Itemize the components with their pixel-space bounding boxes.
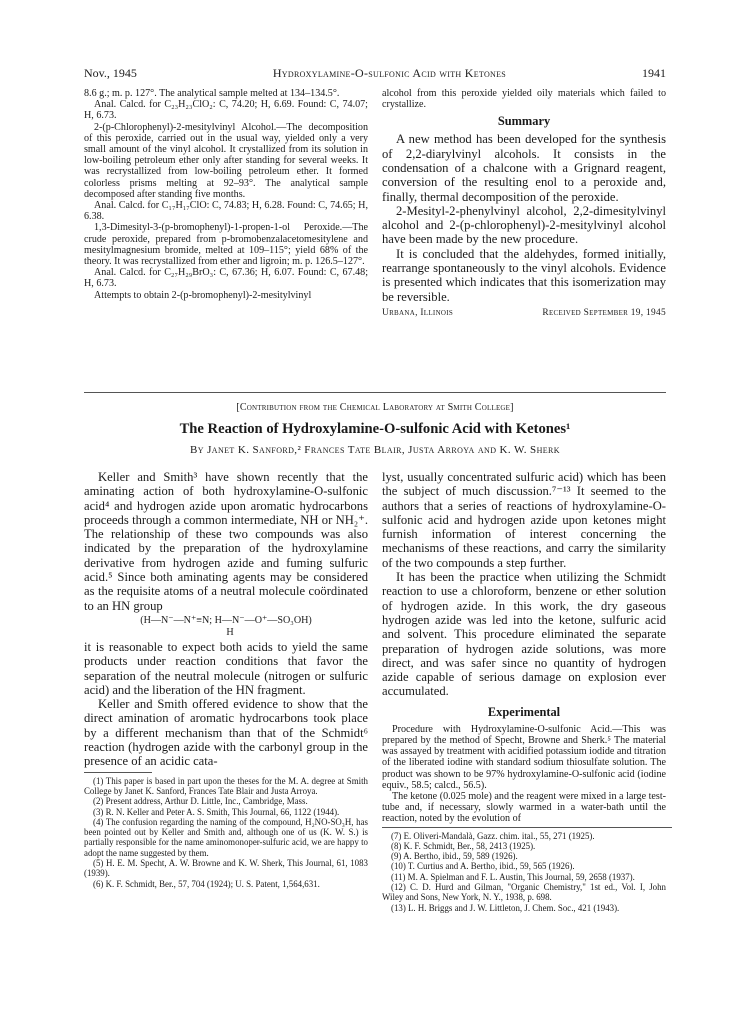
page-number: 1941 — [641, 66, 666, 80]
footnote: (13) L. H. Briggs and J. W. Littleton, J. Chem. Soc., 421 (1943). — [391, 902, 620, 913]
footnote: (1) This paper is based in part upon the theses for the M. A. degree at Smith College by Janet K. Sanford, Frances Tate Blair and Justa Arroya. — [84, 775, 368, 796]
footnote: (7) E. Oliveri-Mandalà, Gazz. chim. ital., 55, 271 (1925). — [391, 830, 595, 841]
footnote: (3) R. N. Keller and Peter A. S. Smith, This Journal, 66, 1122 (1944). — [93, 806, 340, 817]
footnote: (11) M. A. Spielman and F. L. Austin, This Journal, 59, 2658 (1937). — [391, 871, 635, 882]
header-date: Nov., 1945 — [84, 66, 137, 80]
running-header — [84, 66, 666, 81]
azide-formula: (H—N⁻—N⁺≡N; H—N⁻—O⁺—SO₃OH) — [140, 614, 312, 626]
article-separator — [84, 392, 666, 393]
body-left-column — [84, 470, 368, 889]
prev-analysis: Anal. Calcd. for C₂₃H₂₃ClO₂: C, 74.20; H, 6.69. Found: C, 74.07; H, 6.73. — [84, 99, 368, 122]
summary-paragraph: 2-Mesityl-2-phenylvinyl alcohol, 2,2-dimesitylvinyl alcohol and 2-(p-chlorophenyl)-2-mesitylvinyl alcohol have been made by the new procedure. — [382, 203, 666, 247]
footnote: (9) A. Bertho, ibid., 59, 589 (1926). — [391, 851, 518, 862]
contribution-line: [Contribution from the Chemical Laboratory at Smith College] — [236, 402, 514, 413]
prev-article-left-column — [84, 88, 368, 301]
header-title: Hydroxylamine-O-sulfonic Acid with Ketones — [272, 66, 507, 80]
authors-line: By Janet K. Sanford,² Frances Tate Blair, Justa Arroya and K. W. Sherk — [190, 444, 560, 456]
footnote: (4) The confusion regarding the naming of the compound, H₂NO-SO₃H, has been pointed out by Keller and Smith and, although one of us (K. W. S.) is partially responsible for the name aminomonoper-sulfuric acid, we are happy to adopt the name suggested by them. — [84, 816, 368, 858]
article-title: The Reaction of Hydroxylamine-O-sulfonic Acid with Ketones¹ — [179, 421, 571, 437]
received-line — [382, 308, 666, 318]
summary-heading: Summary — [497, 114, 551, 129]
prev-article-right-column — [382, 88, 666, 318]
footnote: (8) K. F. Schmidt, Ber., 58, 2413 (1925). — [391, 840, 536, 851]
footnote: (2) Present address, Arthur D. Little, Inc., Cambridge, Mass. — [93, 796, 308, 807]
prev-attempts: Attempts to obtain 2-(p-bromophenyl)-2-mesitylvinyl — [94, 289, 312, 301]
prev-peroxide-procedure: 1,3-Dimesityl-3-(p-bromophenyl)-1-propen-1-ol Peroxide.—The crude peroxide, prepared from p-bromobenzalacetomesitylene and mesitylmagnesium bromide, melted at 109–115°; yield 68% of the theory. It was recrystallized from ether and ligroin; m. p. 126.5–127°. — [84, 222, 368, 268]
body-paragraph: It has been the practice when utilizing the Schmidt reaction to use a chloroform, benzene or ether solution of hydrogen azide. In this work, the dry gaseous hydrogen azide was led into the ketone, sulfuric acid and solvent. This procedure eliminated the separate preparation of hydrogen azide solutions, was more direct, and was safer since no quantity of hydrogen azide capable of serious damage on explosion ever accumulated. — [382, 570, 666, 699]
body-paragraph: lyst, usually concentrated sulfuric acid) which has been the subject of much discussion.⁷⁻¹³ It seemed to the authors that a series of reactions of hydroxylamine-O-sulfonic acid and hydrogen azide upon ketones might furnish information of interest concerning the mechanisms of these reactions, and carry the similarity of the two compounds a step further. — [382, 470, 666, 570]
intro-paragraph: Keller and Smith³ have shown recently that the aminating action of both hydroxylamine-O-sulfonic acid⁴ and hydrogen azide upon aromatic hydrocarbons proceeds through a common intermediate, NH or NH₂⁺. The relationship of these two compounds was also indicated by the preparation of the hydroxylamine derivative from hydrogen azide and fuming sulfuric acid.⁵ Since both aminating agents may be considered as the requisite atoms of a neutral molecule coördinated to an HN group — [84, 470, 368, 613]
footnote: (12) C. D. Hurd and Gilman, "Organic Chemistry," 1st ed., Vol. I, John Wiley and Sons, New York, N. Y., 1938, p. 698. — [382, 882, 666, 903]
footnote-rule — [84, 772, 152, 773]
summary-paragraph: A new method has been developed for the synthesis of 2,2-diarylvinyl alcohols. It consists in the condensation of a chalcone with a Grignard reagent, conversion of the resulting enol to a peroxide and, finally, thermal decomposition of the peroxide. — [382, 132, 666, 204]
formula-hydrogen: H — [226, 626, 234, 638]
body-paragraph: it is reasonable to expect both acids to yield the same products under reaction conditions that favor the separation of the neutral molecule (nitrogen or sulfuric acid) and the liberation of the HN fragment. — [84, 639, 368, 697]
procedure-paragraph: The ketone (0.025 mole) and the reagent were mixed in a large test-tube and, if necessary, slowly warmed in a water-bath until the reaction, noted by the evolution of — [382, 790, 666, 825]
footnote-rule — [382, 827, 672, 828]
prev-analysis: Anal. Calcd. for C₁₇H₁₇ClO: C, 74.83; H, 6.28. Found: C, 74.65; H, 6.38. — [84, 200, 368, 223]
procedure-paragraph: Procedure with Hydroxylamine-O-sulfonic Acid.—This was prepared by the method of Specht, Browne and Sherk.⁵ The material was assayed by treatment with acidified potassium iodide and titration of the liberated iodine with standard sodium thiosulfate solution. The product was shown to be 97% hydroxylamine-O-sulfonic acid (iodine equiv., 58.5; calcd., 56.5). — [382, 723, 666, 791]
prev-analysis: Anal. Calcd. for C₂₇H₂₉BrO₃: C, 67.36; H, 6.07. Found: C, 67.48; H, 6.73. — [84, 267, 368, 290]
experimental-heading: Experimental — [487, 704, 561, 719]
summary-paragraph: It is concluded that the aldehydes, formed initially, rearrange spontaneously to the vinyl alcohols. Evidence is presented which indicates that this isomerization may be reversible. — [382, 246, 666, 304]
prev-vinyl-alcohol-procedure: 2-(p-Chlorophenyl)-2-mesitylvinyl Alcohol.—The decomposition of this peroxide, carried out in the usual way, yielded only a very small amount of the vinyl alcohol. It crystallized from its solution in low-boiling petroleum ether only after standing for several weeks. It was recrystallized from low-boiling petroleum ether. It formed colorless prisms melting at 92–93°. The analytical sample decomposed after standing five months. — [84, 121, 368, 200]
body-right-column — [382, 470, 666, 913]
prev-text-line: 8.6 g.; m. p. 127°. The analytical sample melted at 134–134.5°. — [84, 88, 340, 99]
footnote: (10) T. Curtius and A. Bertho, ibid., 59, 565 (1926). — [391, 861, 575, 872]
body-paragraph: Keller and Smith offered evidence to show that the direct amination of aromatic hydrocarbons took place by a different mechanism than that of the Schmidt⁶ reaction (hydrogen azide with the carbonyl group in the presence of an acidic cata- — [84, 697, 368, 769]
prev-continuation: alcohol from this peroxide yielded oily materials which failed to crystallize. — [382, 88, 666, 111]
place: Urbana, Illinois — [382, 307, 454, 318]
received-date: Received September 19, 1945 — [542, 307, 666, 318]
footnote: (6) K. F. Schmidt, Ber., 57, 704 (1924); U. S. Patent, 1,564,631. — [93, 878, 320, 889]
footnote: (5) H. E. M. Specht, A. W. Browne and K. W. Sherk, This Journal, 61, 1083 (1939). — [84, 858, 368, 879]
